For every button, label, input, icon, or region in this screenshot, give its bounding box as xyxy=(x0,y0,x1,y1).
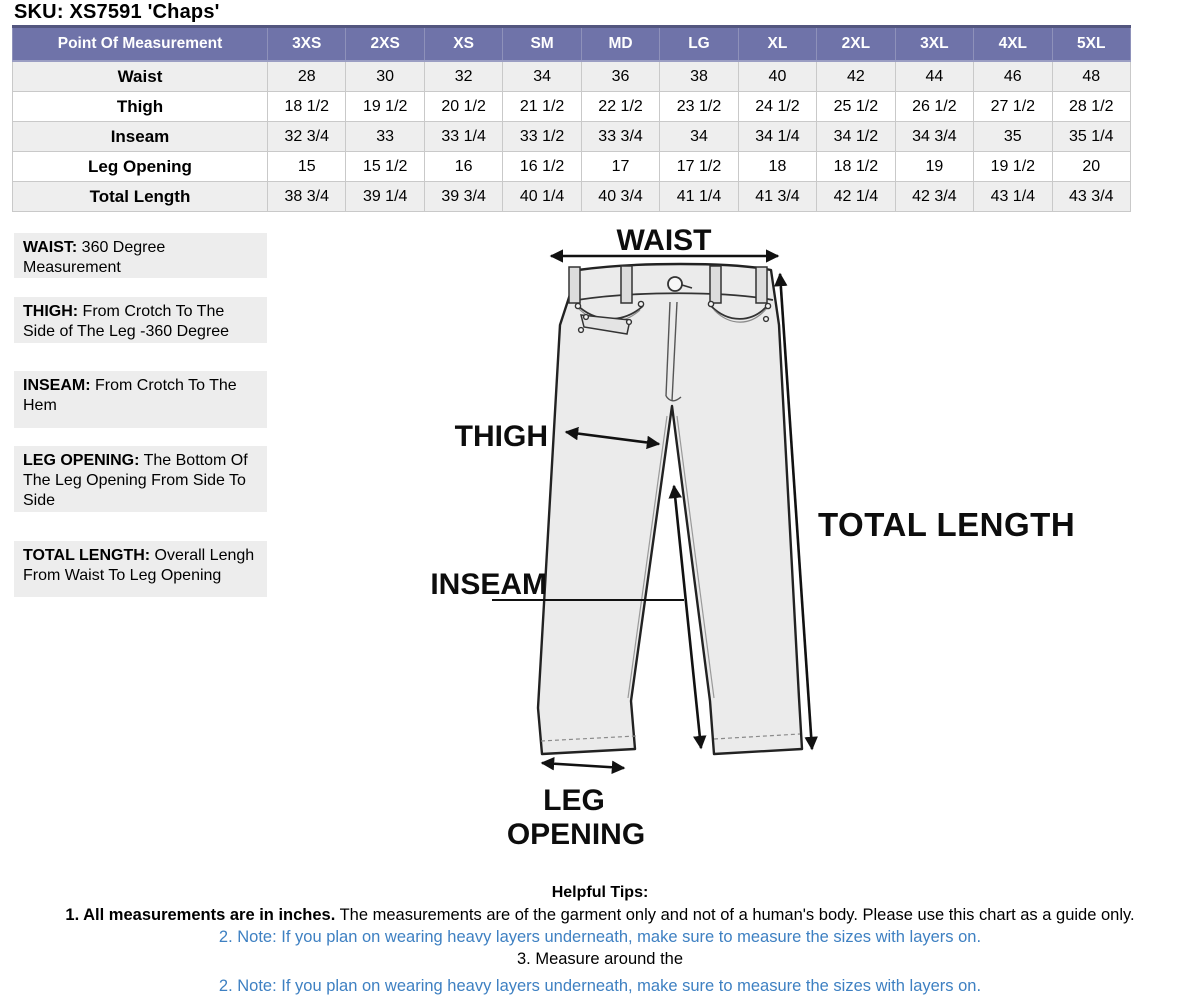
waist-button xyxy=(668,277,682,291)
measurement-cell: 16 xyxy=(424,152,502,182)
definition-thigh: THIGH: From Crotch To The Side of The Leg -360 Degree xyxy=(14,297,267,343)
measurement-cell: 41 1/4 xyxy=(660,182,738,212)
size-table-header-row xyxy=(13,27,1131,62)
row-label: Waist xyxy=(13,61,268,92)
measurement-cell: 26 1/2 xyxy=(895,92,973,122)
measurement-cell: 19 1/2 xyxy=(346,92,424,122)
pants-drawing xyxy=(538,264,802,754)
measurement-cell: 34 1/4 xyxy=(738,122,816,152)
definition-term: INSEAM: xyxy=(23,377,91,394)
measurement-cell: 42 xyxy=(817,61,895,92)
column-header-2xl: 2XL xyxy=(817,27,895,62)
column-header-4xl: 4XL xyxy=(974,27,1052,62)
measurement-cell: 33 3/4 xyxy=(581,122,659,152)
measurement-cell: 40 1/4 xyxy=(503,182,581,212)
measurement-cell: 38 xyxy=(660,61,738,92)
inseam-label: INSEAM xyxy=(430,568,547,601)
column-header-xl: XL xyxy=(738,27,816,62)
table-row-waist xyxy=(13,61,1131,92)
measurement-cell: 43 1/4 xyxy=(974,182,1052,212)
measurement-cell: 48 xyxy=(1052,61,1130,92)
measurement-cell: 39 3/4 xyxy=(424,182,502,212)
measurement-cell: 18 1/2 xyxy=(817,152,895,182)
measurement-cell: 17 xyxy=(581,152,659,182)
measurement-cell: 34 xyxy=(660,122,738,152)
definition-inseam: INSEAM: From Crotch To The Hem xyxy=(14,371,267,428)
tip-3: 3. Measure around the xyxy=(516,950,684,968)
row-label: Leg Opening xyxy=(13,152,268,182)
table-row-total-length xyxy=(13,182,1131,212)
measurement-cell: 21 1/2 xyxy=(503,92,581,122)
column-header-3xl: 3XL xyxy=(895,27,973,62)
measurement-cell: 27 1/2 xyxy=(974,92,1052,122)
thigh-label: THIGH xyxy=(454,420,548,453)
measurement-cell: 28 xyxy=(268,61,346,92)
measurement-cell: 42 1/4 xyxy=(817,182,895,212)
measurement-cell: 15 xyxy=(268,152,346,182)
page-title: SKU: XS7591 'Chaps' xyxy=(14,1,220,23)
pants-outline xyxy=(538,264,802,754)
measurement-cell: 34 1/2 xyxy=(817,122,895,152)
measurement-cell: 17 1/2 xyxy=(660,152,738,182)
table-row-inseam xyxy=(13,122,1131,152)
measurement-cell: 44 xyxy=(895,61,973,92)
measurement-cell: 40 3/4 xyxy=(581,182,659,212)
column-header-sm: SM xyxy=(503,27,581,62)
row-label: Thigh xyxy=(13,92,268,122)
measurement-cell: 32 3/4 xyxy=(268,122,346,152)
measurement-cell: 43 3/4 xyxy=(1052,182,1130,212)
size-table-body xyxy=(13,61,1131,212)
measurement-cell: 33 xyxy=(346,122,424,152)
measurement-cell: 35 1/4 xyxy=(1052,122,1130,152)
total-length-label: TOTAL LENGTH xyxy=(818,506,1076,543)
tip-2-note: 2. Note: If you plan on wearing heavy layers underneath, make sure to measure the sizes with layers on. xyxy=(218,928,982,946)
measurement-cell: 24 1/2 xyxy=(738,92,816,122)
tip-1-bold: 1. All measurements are in inches. xyxy=(65,906,336,924)
measurement-cell: 16 1/2 xyxy=(503,152,581,182)
measurement-cell: 33 1/4 xyxy=(424,122,502,152)
column-header-lg: LG xyxy=(660,27,738,62)
leg-opening-label-line1: LEG xyxy=(543,784,605,817)
measurement-cell: 18 1/2 xyxy=(268,92,346,122)
table-row-thigh xyxy=(13,92,1131,122)
tip-4-note: 2. Note: If you plan on wearing heavy layers underneath, make sure to measure the sizes with layers on. xyxy=(218,977,982,995)
measurement-cell: 39 1/4 xyxy=(346,182,424,212)
measurement-cell: 30 xyxy=(346,61,424,92)
measurement-cell: 41 3/4 xyxy=(738,182,816,212)
measurement-cell: 35 xyxy=(974,122,1052,152)
measurement-cell: 23 1/2 xyxy=(660,92,738,122)
definition-term: THIGH: xyxy=(23,303,79,320)
measurement-cell: 34 xyxy=(503,61,581,92)
leg-opening-arrow xyxy=(542,763,624,768)
definition-waist: WAIST: 360 Degree Measurement xyxy=(14,233,267,278)
waist-label: WAIST xyxy=(616,224,712,257)
measurement-cell: 19 xyxy=(895,152,973,182)
column-header-3xs: 3XS xyxy=(268,27,346,62)
column-header-md: MD xyxy=(581,27,659,62)
row-label: Total Length xyxy=(13,182,268,212)
pants-measurement-diagram xyxy=(400,220,1100,870)
measurement-cell: 25 1/2 xyxy=(817,92,895,122)
definition-term: TOTAL LENGTH: xyxy=(23,547,151,564)
tips-heading: Helpful Tips: xyxy=(551,884,649,901)
column-header-point-of-measurement: Point Of Measurement xyxy=(13,27,268,62)
row-label: Inseam xyxy=(13,122,268,152)
tip-1-rest: The measurements are of the garment only and not of a human's body. Please use this chart as a guide only. xyxy=(335,906,1135,924)
size-table xyxy=(12,25,1131,212)
column-header-5xl: 5XL xyxy=(1052,27,1130,62)
definition-leg-opening: LEG OPENING: The Bottom Of The Leg Opening From Side To Side xyxy=(14,446,267,512)
measurement-cell: 20 xyxy=(1052,152,1130,182)
measurement-cell: 33 1/2 xyxy=(503,122,581,152)
column-header-2xs: 2XS xyxy=(346,27,424,62)
measurement-cell: 22 1/2 xyxy=(581,92,659,122)
measurement-cell: 19 1/2 xyxy=(974,152,1052,182)
measurement-cell: 40 xyxy=(738,61,816,92)
size-table-head xyxy=(13,27,1131,62)
column-header-xs: XS xyxy=(424,27,502,62)
definition-term: WAIST: xyxy=(23,239,78,256)
measurement-cell: 34 3/4 xyxy=(895,122,973,152)
table-row-leg-opening xyxy=(13,152,1131,182)
measurement-cell: 18 xyxy=(738,152,816,182)
measurement-cell: 15 1/2 xyxy=(346,152,424,182)
leg-opening-label-line2: OPENING xyxy=(506,818,646,851)
measurement-cell: 42 3/4 xyxy=(895,182,973,212)
measurement-cell: 20 1/2 xyxy=(424,92,502,122)
measurement-cell: 28 1/2 xyxy=(1052,92,1130,122)
measurement-cell: 38 3/4 xyxy=(268,182,346,212)
helpful-tips xyxy=(0,882,1200,997)
measurement-cell: 32 xyxy=(424,61,502,92)
measurement-cell: 36 xyxy=(581,61,659,92)
tip-1 xyxy=(0,904,1200,926)
measurement-cell: 46 xyxy=(974,61,1052,92)
definition-term: LEG OPENING: xyxy=(23,452,140,469)
definition-total-length: TOTAL LENGTH: Overall Lengh From Waist To Leg Opening xyxy=(14,541,267,597)
